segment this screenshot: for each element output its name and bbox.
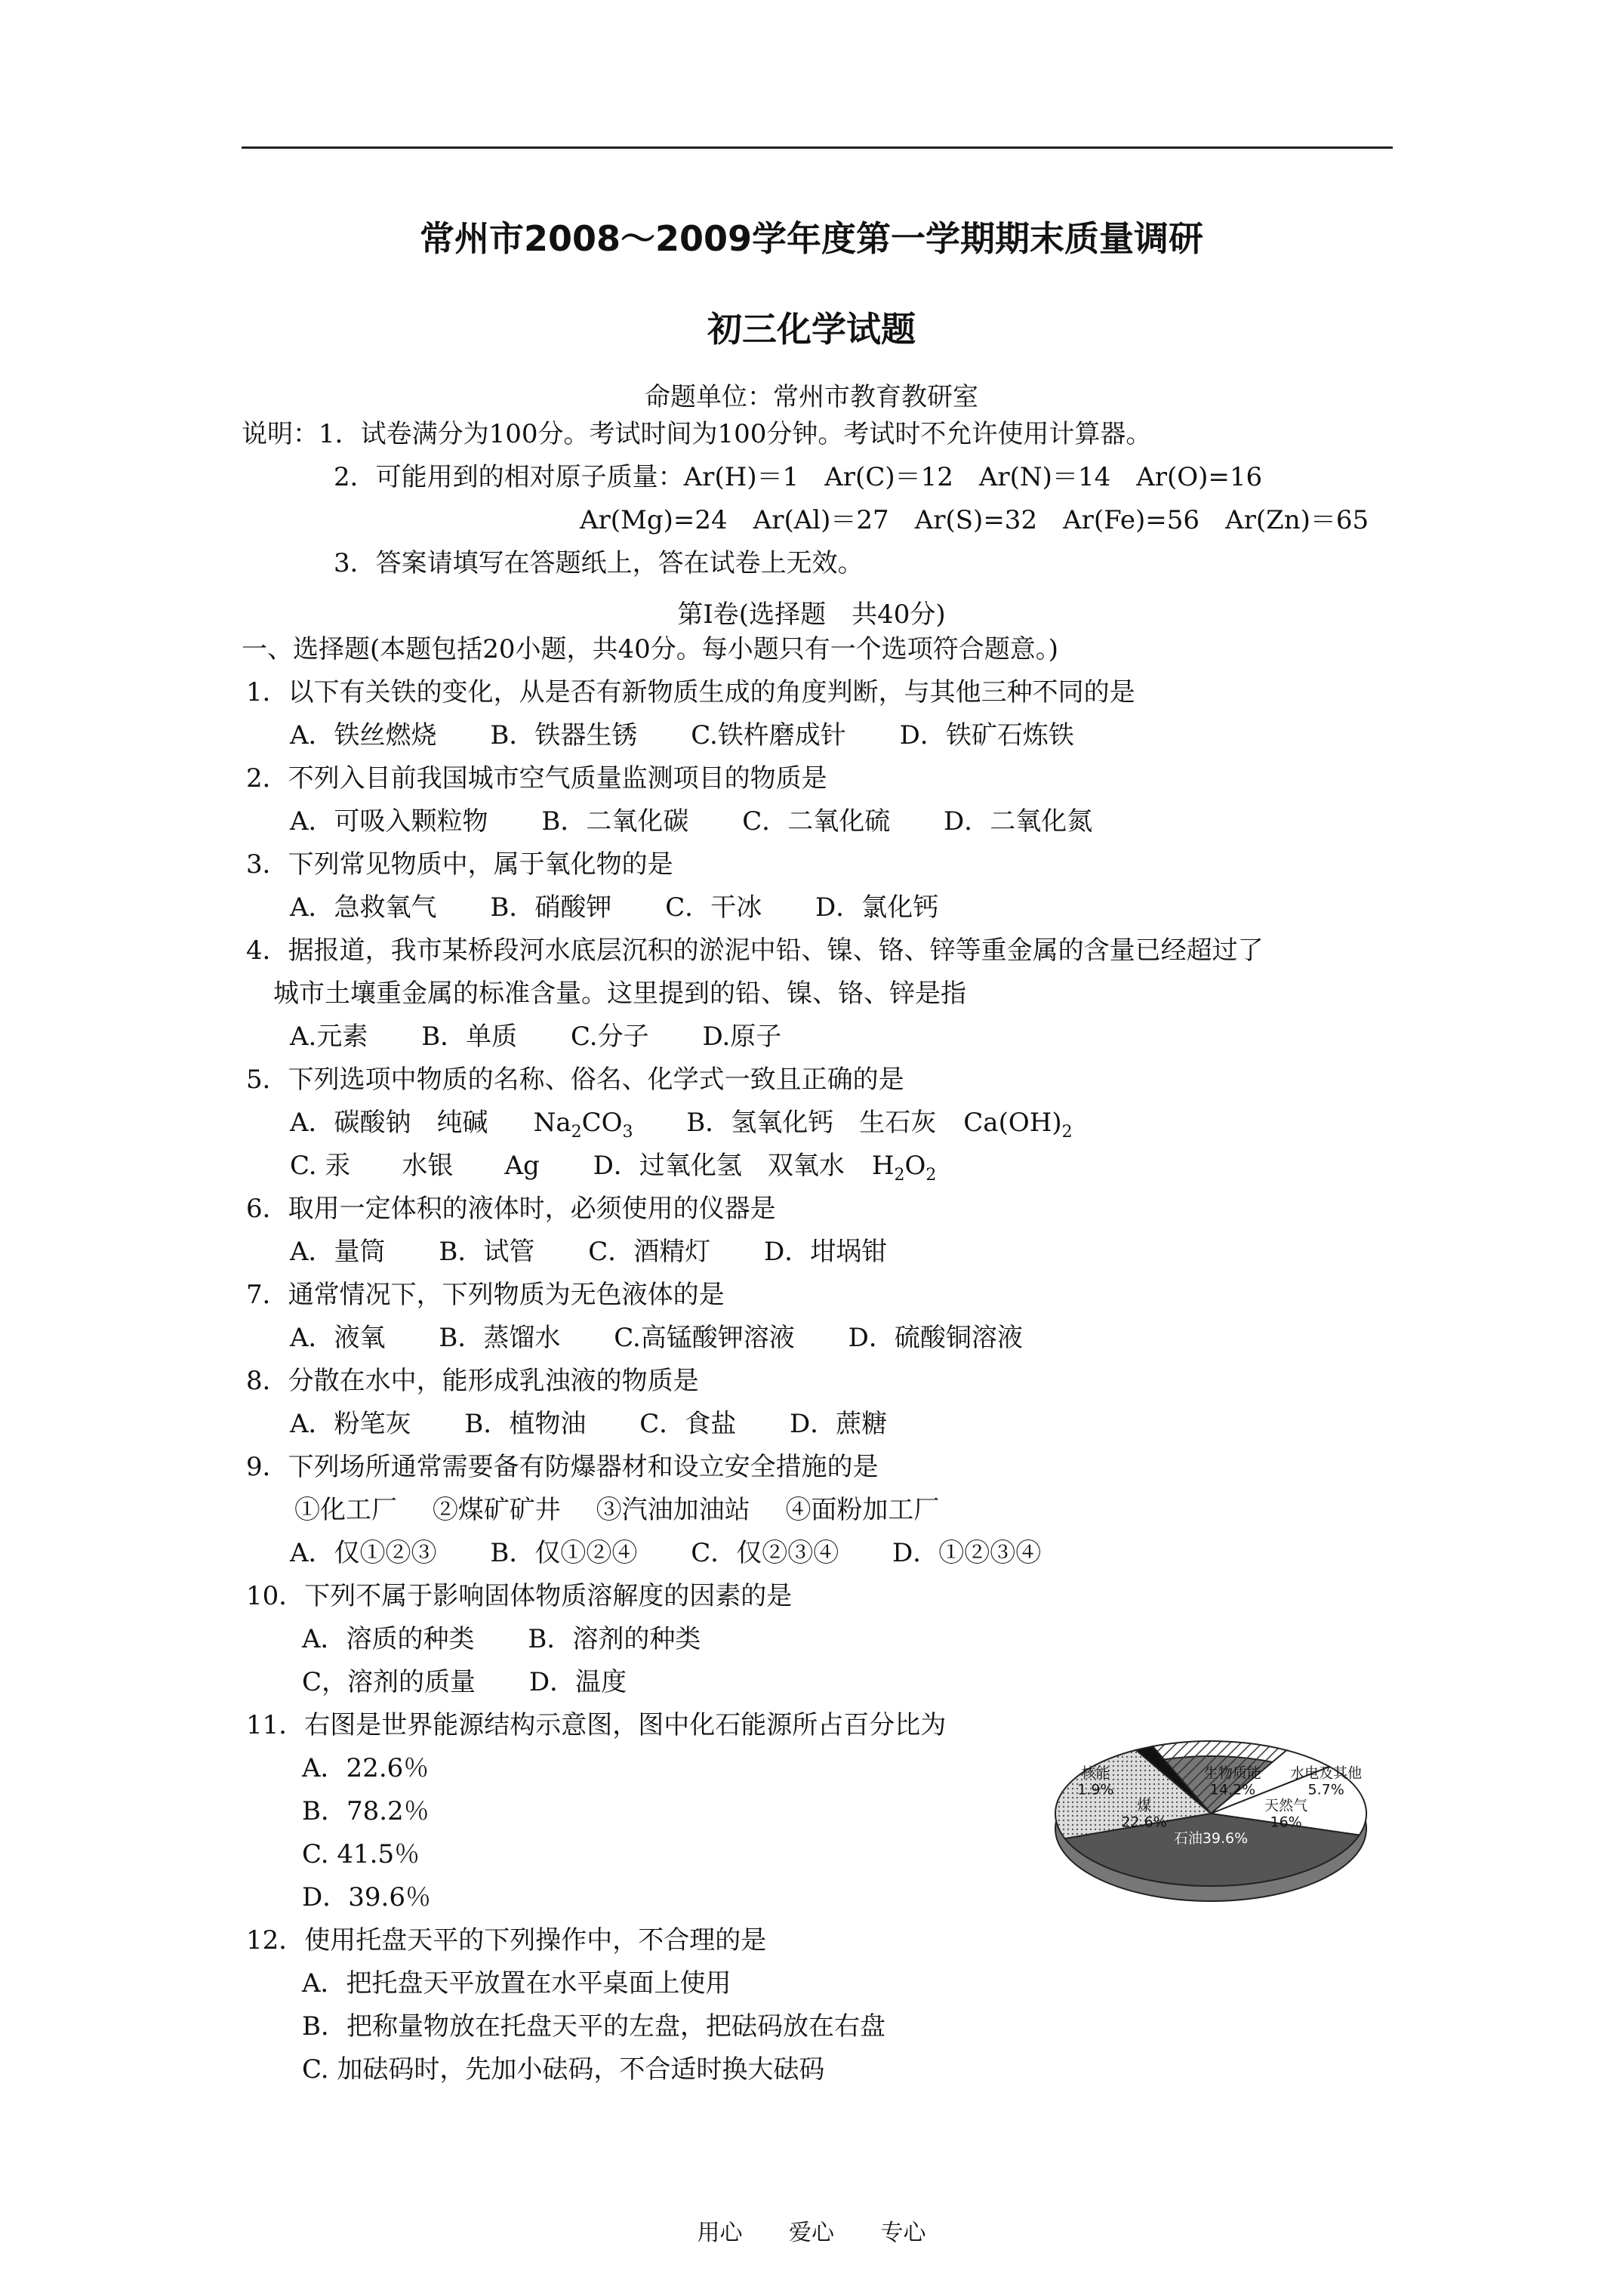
q7-stem: 7．通常情况下，下列物质为无色液体的是 [246,1280,725,1310]
footer-c: 专心 [880,2220,926,2246]
q8-options [290,1411,887,1437]
q11-opt-d: D．39.6％ [302,1882,431,1912]
q11-opt-c: C. 41.5％ [302,1839,420,1869]
q5-opt-a: A．碳酸钠 纯碱 [290,1108,488,1138]
q9-opt-c: C．仅②③④ [691,1538,839,1568]
q9-item-2: ②煤矿矿井 [432,1495,561,1525]
q11-opt-a: A．22.6％ [302,1753,430,1783]
q2-stem: 2．不列入目前我国城市空气质量监测项目的物质是 [246,763,827,794]
q3-opt-c: C．干冰 [665,892,762,923]
q10-opt-b: B．溶剂的种类 [528,1624,701,1654]
q1-opt-c: C.铁杵磨成针 [691,720,846,750]
q10-options-ab [302,1626,701,1652]
q10-opt-a: A．溶质的种类 [302,1624,475,1654]
q3-opt-b: B．硝酸钾 [490,892,612,923]
q3-options [290,892,939,923]
exam-title: 常州市2008～2009学年度第一学期期末质量调研 [419,218,1204,259]
q1-options [290,720,1074,750]
q12-opt-c: C. 加砝码时，先加小砝码，不合适时换大砝码 [302,2054,825,2085]
energy-structure-pie-chart [1048,1700,1374,1909]
q7-options [290,1325,1023,1351]
q2-opt-d: D．二氧化氮 [944,806,1093,837]
q8-opt-a: A．粉笔灰 [290,1409,411,1439]
page-footer [0,2214,1623,2247]
q10-opt-d: D．温度 [528,1667,627,1697]
q9-items [294,1497,939,1523]
q2-opt-b: B．二氧化碳 [541,806,689,837]
q10-stem: 10．下列不属于影响固体物质溶解度的因素的是 [246,1581,793,1611]
q6-opt-d: D．坩埚钳 [764,1237,888,1267]
q12-opt-b: B．把称量物放在托盘天平的左盘，把砝码放在右盘 [302,2011,885,2042]
q12-opt-a: A．把托盘天平放置在水平桌面上使用 [302,1968,731,1999]
q8-opt-d: D．蔗糖 [790,1409,888,1439]
issuing-unit: 命题单位：常州市教育教研室 [645,382,978,412]
q2-opt-c: C．二氧化硫 [742,806,891,837]
section-title: 第Ⅰ卷(选择题 共40分) [677,599,946,630]
q11-opt-b: B．78.2％ [302,1796,430,1826]
q4-opt-b: B．单质 [421,1022,518,1052]
q4-stem: 4．据报道，我市某桥段河水底层沉积的淤泥中铅、镍、铬、锌等重金属的含量已经超过了 [246,935,1264,966]
q6-opt-a: A．量筒 [290,1237,386,1267]
q9-opt-b: B．仅①②④ [490,1538,638,1568]
q3-stem: 3．下列常见物质中，属于氧化物的是 [246,849,673,880]
pie-label-4: 天然气 16% [1264,1797,1308,1831]
q9-item-1: ①化工厂 [294,1495,397,1525]
q5-opt-b: B．氢氧化钙 生石灰 [686,1108,937,1138]
q7-opt-c: C.高锰酸钾溶液 [614,1323,795,1353]
header-rule [242,146,1393,149]
q8-stem: 8．分散在水中，能形成乳浊液的物质是 [246,1366,699,1396]
q10-options-cd [302,1669,627,1695]
q1-opt-a: A．铁丝燃烧 [290,720,437,750]
note-3: 3．答案请填写在答题纸上，答在试卷上无效。 [334,548,864,578]
q2-opt-a: A．可吸入颗粒物 [290,806,488,837]
pie-label-6: 煤 22.6% [1121,1797,1167,1831]
q9-opt-d: D．①②③④ [892,1538,1042,1568]
q5-opt-d: D．过氧化氢 双氧水 [593,1151,845,1181]
q5-opt-c: C. 汞 水银 Ag [290,1151,540,1181]
section-instruction: 一、选择题(本题包括20小题，共40分。每小题只有一个选项符合题意。) [242,634,1059,664]
pie-label-2: 生物质能 14.2% [1203,1764,1261,1798]
q6-stem: 6．取用一定体积的液体时，必须使用的仪器是 [246,1194,776,1224]
q9-stem: 9．下列场所通常需要备有防爆器材和设立安全措施的是 [246,1452,879,1482]
note-2-cont: Ar(Mg)=24 Ar(Al)＝27 Ar(S)=32 Ar(Fe)=56 Ar(Zn)＝65 [580,505,1369,535]
q4-stem-cont: 城市土壤重金属的标准含量。这里提到的铅、镍、铬、锌是指 [273,978,966,1009]
q9-options [290,1540,1041,1566]
q4-opt-d: D.原子 [702,1022,782,1052]
q12-stem: 12．使用托盘天平的下列操作中，不合理的是 [246,1925,767,1955]
q8-opt-b: B．植物油 [464,1409,587,1439]
q6-opt-c: C．酒精灯 [588,1237,711,1267]
footer-a: 用心 [697,2220,743,2246]
q1-opt-d: D．铁矿石炼铁 [899,720,1074,750]
footer-b: 爱心 [789,2220,834,2246]
q4-opt-a: A.元素 [290,1022,368,1052]
q7-opt-d: D．硫酸铜溶液 [848,1323,1023,1353]
q1-stem: 1．以下有关铁的变化，从是否有新物质生成的角度判断，与其他三种不同的是 [246,677,1135,707]
pie-label-3: 水电及其他 5.7% [1290,1764,1363,1798]
q3-opt-a: A．急救氧气 [290,892,437,923]
q5-stem: 5．下列选项中物质的名称、俗名、化学式一致且正确的是 [246,1065,904,1095]
q2-options [290,806,1093,837]
q7-opt-b: B．蒸馏水 [439,1323,561,1353]
q4-options [290,1022,782,1052]
q6-opt-b: B．试管 [439,1237,535,1267]
note-2: 2．可能用到的相对原子质量：Ar(H)＝1 Ar(C)＝12 Ar(N)＝14 Ar(O)=16 [334,462,1263,492]
q5-options-ab: A．碳酸钠 纯碱 $Na_2CO_3$ B．氢氧化钙 生石灰 $Ca(OH)_2$ [290,1108,1073,1142]
exam-subtitle: 初三化学试题 [707,309,916,350]
q5-options-cd: C. 汞 水银 Ag D．过氧化氢 双氧水 $H_2O_2$ [290,1151,937,1185]
q9-item-4: ④面粉加工厂 [785,1495,940,1525]
pie-label-5: 石油39.6% [1173,1829,1249,1847]
q9-item-3: ③汽油加油站 [596,1495,750,1525]
q11-stem: 11．右图是世界能源结构示意图，图中化石能源所占百分比为 [246,1710,947,1740]
q1-opt-b: B．铁器生锈 [490,720,638,750]
q7-opt-a: A．液氧 [290,1323,386,1353]
q4-opt-c: C.分子 [571,1022,649,1052]
pie-label-1: 核能 1.9% [1077,1764,1114,1798]
q9-opt-a: A．仅①②③ [290,1538,437,1568]
note-1: 说明：1．试卷满分为100分。考试时间为100分钟。考试时不允许使用计算器。 [242,419,1152,449]
q10-opt-c: C，溶剂的质量 [302,1667,476,1697]
q6-options [290,1239,887,1265]
q3-opt-d: D．氯化钙 [815,892,939,923]
q8-opt-c: C．食盐 [639,1409,737,1439]
